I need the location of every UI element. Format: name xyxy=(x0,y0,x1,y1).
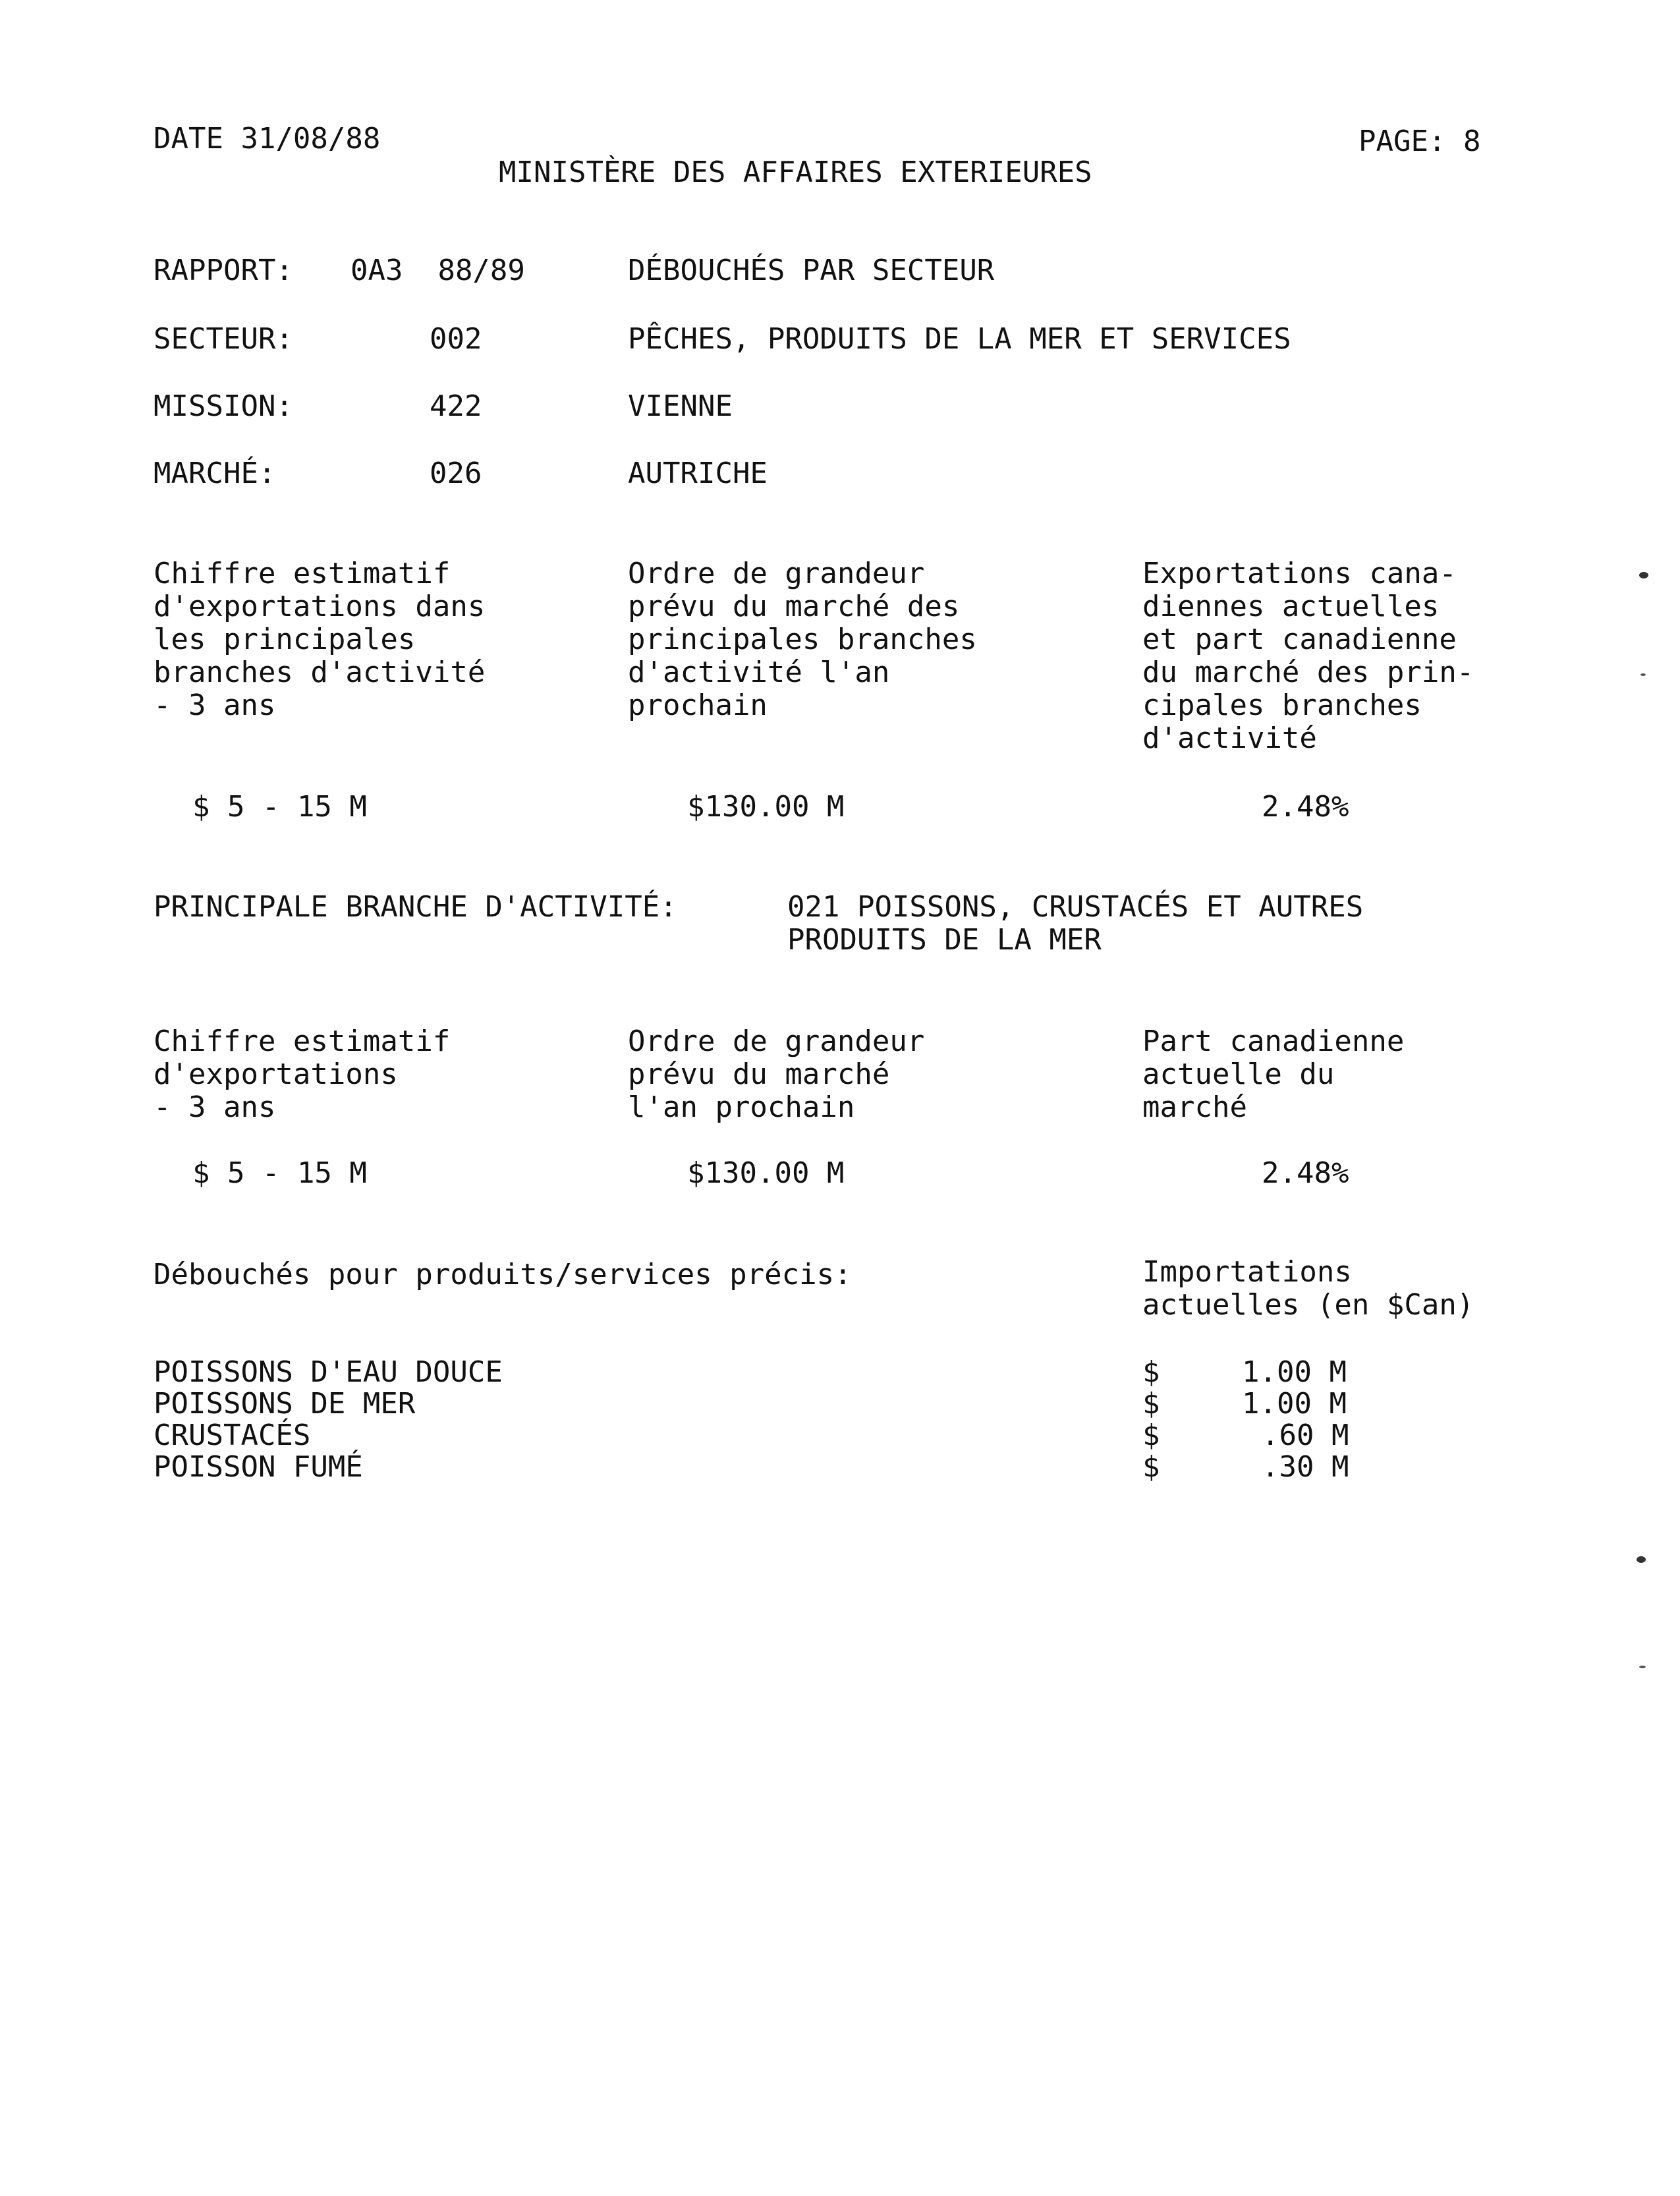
product-name: POISSONS D'EAU DOUCE xyxy=(154,1355,503,1389)
info-label: RAPPORT: xyxy=(154,254,293,287)
product-currency: $ xyxy=(1142,1355,1160,1389)
header-line: actuelle du xyxy=(1142,1057,1335,1091)
product-name: CRUSTACÉS xyxy=(154,1419,311,1452)
report-date: DATE 31/08/88 xyxy=(154,122,381,155)
value-canadian-share-branch: 2.48% xyxy=(1262,1156,1349,1190)
header-line: - 3 ans xyxy=(154,1090,276,1124)
product-amount: .30 M xyxy=(1262,1450,1349,1484)
header-line: principales branches xyxy=(628,623,977,656)
column-header-estimated-exports-branch xyxy=(154,1025,450,1124)
header-line: prochain xyxy=(628,689,768,722)
imports-header xyxy=(1142,1256,1474,1322)
info-value: PÊCHES, PRODUITS DE LA MER ET SERVICES xyxy=(628,322,1291,356)
column-header-canadian-share-branch xyxy=(1142,1025,1404,1124)
header-line: cipales branches xyxy=(1142,689,1422,722)
branch-description xyxy=(787,891,1363,957)
header-line: du marché des prin- xyxy=(1142,656,1474,689)
product-amount: 1.00 M xyxy=(1242,1355,1347,1389)
header-line: Ordre de grandeur xyxy=(628,1025,925,1058)
info-value: VIENNE xyxy=(628,389,733,423)
header-line: marché xyxy=(1142,1090,1247,1124)
info-label: SECTEUR: xyxy=(154,322,293,356)
info-value: AUTRICHE xyxy=(628,457,768,490)
ministry-title: MINISTÈRE DES AFFAIRES EXTERIEURES xyxy=(499,155,1092,189)
value-estimated-exports: $ 5 - 15 M xyxy=(192,790,367,824)
header-line: les principales xyxy=(154,623,416,656)
header-line: l'an prochain xyxy=(628,1090,855,1124)
info-code: 422 xyxy=(430,389,482,423)
product-currency: $ xyxy=(1142,1450,1160,1484)
info-code: 0A3 88/89 xyxy=(350,254,525,287)
header-line: d'exportations dans xyxy=(154,590,486,623)
header-line: diennes actuelles xyxy=(1142,590,1440,623)
header-line: prévu du marché des xyxy=(628,590,960,623)
column-header-canadian-exports xyxy=(1142,557,1474,755)
page-number: PAGE: 8 xyxy=(1358,125,1481,158)
value-estimated-exports-branch: $ 5 - 15 M xyxy=(192,1156,367,1190)
product-amount: 1.00 M xyxy=(1242,1387,1347,1421)
scan-speck xyxy=(1639,1666,1646,1668)
value-canadian-share: 2.48% xyxy=(1262,790,1349,824)
products-title: Débouchés pour produits/services précis: xyxy=(154,1258,852,1291)
header-line: prévu du marché xyxy=(628,1057,890,1091)
header-line: Chiffre estimatif xyxy=(154,557,451,590)
scan-speck xyxy=(1639,572,1648,578)
info-code: 026 xyxy=(430,457,482,490)
branch-label: PRINCIPALE BRANCHE D'ACTIVITÉ: xyxy=(154,890,677,924)
info-label: MISSION: xyxy=(154,389,293,423)
branch-line: 021 POISSONS, CRUSTACÉS ET AUTRES xyxy=(787,890,1364,924)
product-name: POISSONS DE MER xyxy=(154,1387,416,1421)
header-line: Ordre de grandeur xyxy=(628,557,925,590)
header-line: et part canadienne xyxy=(1142,623,1457,656)
header-line: Importations xyxy=(1142,1255,1352,1289)
info-value: DÉBOUCHÉS PAR SECTEUR xyxy=(628,254,995,287)
branch-line: PRODUITS DE LA MER xyxy=(787,923,1102,957)
header-line: d'activité xyxy=(1142,721,1317,755)
header-line: actuelles (en $Can) xyxy=(1142,1288,1474,1322)
product-name: POISSON FUMÉ xyxy=(154,1450,363,1484)
column-header-estimated-exports xyxy=(154,557,485,722)
product-currency: $ xyxy=(1142,1419,1160,1452)
value-market-size-branch: $130.00 M xyxy=(687,1156,845,1190)
value-market-size: $130.00 M xyxy=(687,790,845,824)
scan-speck xyxy=(1640,673,1646,676)
product-currency: $ xyxy=(1142,1387,1160,1421)
header-line: Chiffre estimatif xyxy=(154,1025,451,1058)
info-code: 002 xyxy=(430,322,482,356)
product-amount: .60 M xyxy=(1262,1419,1349,1452)
info-label: MARCHÉ: xyxy=(154,457,276,490)
header-line: - 3 ans xyxy=(154,689,276,722)
header-line: branches d'activité xyxy=(154,656,486,689)
scan-speck xyxy=(1637,1556,1646,1563)
header-line: Exportations cana- xyxy=(1142,557,1457,590)
header-line: d'activité l'an xyxy=(628,656,890,689)
column-header-market-size-branch xyxy=(628,1025,924,1124)
header-line: d'exportations xyxy=(154,1057,398,1091)
header-line: Part canadienne xyxy=(1142,1025,1405,1058)
column-header-market-size xyxy=(628,557,977,722)
